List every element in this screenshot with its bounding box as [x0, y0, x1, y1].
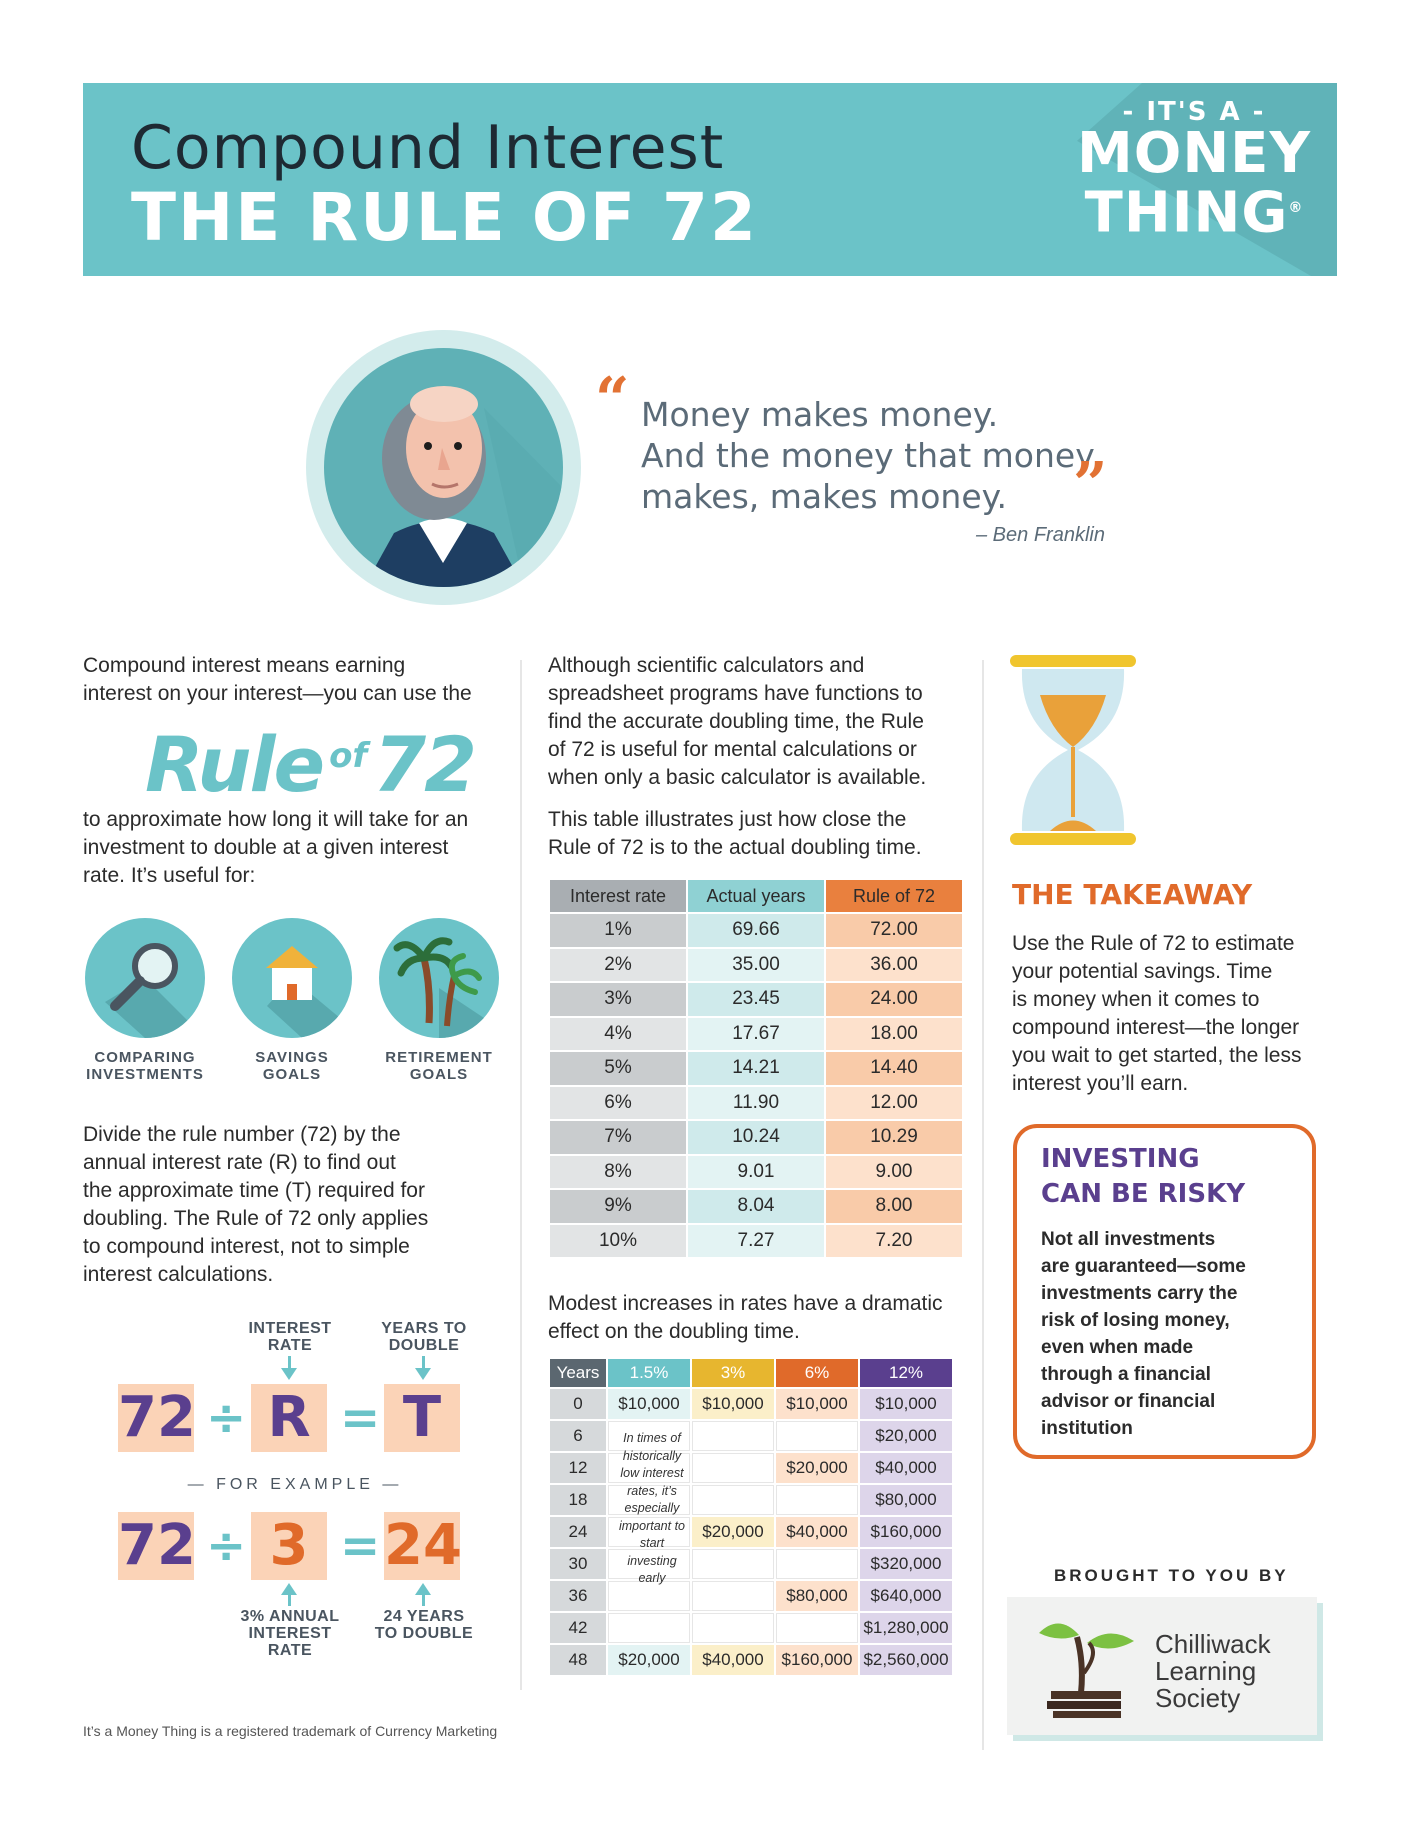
table-row — [550, 1549, 952, 1579]
approx-line-1: to approximate how long it will take for an — [83, 808, 469, 831]
quote-author: – Ben Franklin — [976, 524, 1105, 546]
table-row — [550, 1645, 952, 1675]
table-cell — [692, 1549, 774, 1579]
table-cell: $40,000 — [860, 1453, 952, 1483]
table-cell: $320,000 — [860, 1549, 952, 1579]
rule-word: Rule — [145, 720, 324, 809]
eq2-rate: 3 — [251, 1512, 327, 1580]
for-example-label: — FOR EXAMPLE — — [187, 1476, 403, 1493]
table-cell: $40,000 — [776, 1517, 858, 1547]
hourglass-icon — [1010, 655, 1136, 845]
para-line: Modest increases in rates have a dramatic — [548, 1292, 943, 1315]
table-cell: 35.00 — [688, 949, 824, 982]
table-cell — [776, 1549, 858, 1579]
table-cell: 7.20 — [826, 1225, 962, 1258]
table-cell: $160,000 — [860, 1517, 952, 1547]
risk-body — [1041, 1226, 1246, 1442]
table-cell: 7% — [550, 1121, 686, 1154]
col-header-interest-rate: Interest rate — [550, 880, 686, 912]
table-cell: 18 — [550, 1485, 606, 1515]
table-cell: 23.45 — [688, 983, 824, 1016]
divide-line: doubling. The Rule of 72 only applies — [83, 1207, 429, 1230]
interest-rate-label — [238, 1320, 342, 1354]
table-cell: 9% — [550, 1190, 686, 1223]
label-line: DOUBLE — [388, 1337, 460, 1354]
table-row — [550, 1225, 962, 1258]
takeaway-line: your potential savings. Time — [1012, 960, 1273, 983]
table-cell: $10,000 — [692, 1389, 774, 1419]
table-cell: 30 — [550, 1549, 606, 1579]
table-cell — [776, 1613, 858, 1643]
approximate-text — [83, 806, 468, 890]
brand-money: MONEY — [1076, 121, 1311, 186]
table-cell: 12 — [550, 1453, 606, 1483]
risk-title-line: INVESTING — [1041, 1144, 1200, 1174]
header-banner — [83, 83, 1337, 276]
eq2-time: 24 — [384, 1513, 462, 1578]
use-label-line: GOALS — [409, 1066, 469, 1083]
table-cell: 9.01 — [688, 1156, 824, 1189]
table-row — [550, 1389, 952, 1419]
table-cell: $10,000 — [776, 1389, 858, 1419]
table-row — [550, 1485, 952, 1515]
eq1-rule-number: 72 — [118, 1385, 196, 1450]
table-cell: $640,000 — [860, 1581, 952, 1611]
rule-vs-actual-table — [548, 878, 964, 1259]
column-divider-right — [982, 660, 984, 1750]
risk-title — [1041, 1142, 1245, 1212]
table-cell: 2% — [550, 949, 686, 982]
table-cell: 10.29 — [826, 1121, 962, 1154]
divide-line: annual interest rate (R) to find out — [83, 1151, 396, 1174]
table-cell: $80,000 — [776, 1581, 858, 1611]
table-cell — [692, 1421, 774, 1451]
divide-sign: ÷ — [206, 1390, 247, 1446]
table-cell: 24.00 — [826, 983, 962, 1016]
trademark-footer: It’s a Money Thing is a registered trademark of Currency Marketing — [83, 1723, 498, 1739]
table-cell: 24 — [550, 1517, 606, 1547]
table-row — [550, 1018, 962, 1051]
years-to-double-label — [372, 1320, 476, 1354]
table-cell: 10.24 — [688, 1121, 824, 1154]
table-cell: $2,560,000 — [860, 1645, 952, 1675]
table-cell — [692, 1485, 774, 1515]
brand-thing-text: THING — [1084, 180, 1289, 246]
para-line: spreadsheet programs have functions to — [548, 682, 923, 705]
para-line: This table illustrates just how close the — [548, 808, 907, 831]
risk-line: are guaranteed—some — [1041, 1256, 1246, 1277]
risk-line: advisor or financial — [1041, 1391, 1216, 1412]
table-cell: $80,000 — [860, 1485, 952, 1515]
quote-close-mark: ” — [1073, 450, 1108, 520]
table-cell — [692, 1581, 774, 1611]
table-row — [550, 1121, 962, 1154]
table-cell: 14.21 — [688, 1052, 824, 1085]
table-cell: 17.67 — [688, 1018, 824, 1051]
table-cell: 8.00 — [826, 1190, 962, 1223]
quote-line-1: Money makes money. — [641, 395, 999, 434]
takeaway-line: Use the Rule of 72 to estimate — [1012, 932, 1295, 955]
column-divider-left — [520, 660, 522, 1690]
comparing-investments-label — [65, 1049, 225, 1083]
takeaway-line: compound interest—the longer — [1012, 1016, 1300, 1039]
label-line: INTEREST — [248, 1625, 332, 1642]
use-label-line: INVESTMENTS — [86, 1066, 204, 1083]
table-cell: 9.00 — [826, 1156, 962, 1189]
table-cell: 8% — [550, 1156, 686, 1189]
savings-goals-label — [212, 1049, 372, 1083]
registered-mark: ® — [1288, 200, 1304, 216]
table-cell: 10% — [550, 1225, 686, 1258]
title-rule-of-72: THE RULE OF 72 — [131, 179, 758, 256]
para-line: when only a basic calculator is available. — [548, 766, 927, 789]
house-icon — [232, 918, 352, 1038]
divide-line: to compound interest, not to simple — [83, 1235, 410, 1258]
retirement-goals-icon — [379, 918, 499, 1038]
table-cell — [776, 1485, 858, 1515]
rule-of-72-wordmark — [145, 720, 475, 809]
col-header-3-percent: 3% — [692, 1359, 774, 1387]
table-row — [550, 1613, 952, 1643]
para-line: of 72 is useful for mental calculations or — [548, 738, 917, 761]
modest-increases-paragraph — [548, 1290, 943, 1346]
table-row — [550, 1453, 952, 1483]
table-row — [550, 1581, 952, 1611]
sponsor-line: Society — [1155, 1683, 1241, 1713]
use-label-line: GOALS — [262, 1066, 322, 1083]
table-cell: 7.27 — [688, 1225, 824, 1258]
table-cell: 36.00 — [826, 949, 962, 982]
use-label-line: SAVINGS — [255, 1049, 329, 1066]
col-header-1-5-percent: 1.5% — [608, 1359, 690, 1387]
para-line: effect on the doubling time. — [548, 1320, 800, 1343]
table-cell — [776, 1421, 858, 1451]
table-cell: 36 — [550, 1581, 606, 1611]
arrow-down-icon — [415, 1368, 431, 1380]
equals-sign: = — [340, 1390, 381, 1446]
investing-risky-callout — [1013, 1124, 1316, 1459]
eq2-rule-number: 72 — [118, 1513, 196, 1578]
palm-tree-icon — [379, 918, 499, 1038]
low-rates-note: In times of historically low interest rates, it’s especially important to start investing early — [618, 1431, 685, 1585]
table-row — [550, 1190, 962, 1223]
table-cell: 1% — [550, 914, 686, 947]
col-header-6-percent: 6% — [776, 1359, 858, 1387]
table-row — [550, 1156, 962, 1189]
eq1-rate: R — [251, 1384, 327, 1452]
risk-line: institution — [1041, 1418, 1133, 1439]
doubling-growth-table — [548, 1357, 954, 1677]
table-cell: $20,000 — [692, 1517, 774, 1547]
table-header-row — [550, 880, 962, 912]
equals-sign: = — [340, 1518, 381, 1574]
arrow-stem — [422, 1594, 425, 1606]
retirement-goals-label — [359, 1049, 519, 1083]
brand-thing — [1077, 180, 1311, 246]
divide-explanation — [83, 1121, 428, 1289]
calculator-paragraph — [548, 652, 926, 792]
table-cell — [692, 1613, 774, 1643]
table-cell: 14.40 — [826, 1052, 962, 1085]
table-cell: 6% — [550, 1087, 686, 1120]
risk-line: risk of losing money, — [1041, 1310, 1230, 1331]
tree-book-logo-icon — [1029, 1613, 1139, 1719]
table-cell: $20,000 — [608, 1645, 690, 1675]
label-line: 3% ANNUAL — [240, 1608, 340, 1625]
intro-text — [83, 652, 472, 708]
divide-line: the approximate time (T) required for — [83, 1179, 425, 1202]
table-cell — [608, 1613, 690, 1643]
table-cell: $20,000 — [776, 1453, 858, 1483]
arrow-down-icon — [281, 1368, 297, 1380]
years-double-example-label — [362, 1608, 486, 1642]
table-cell: 0 — [550, 1389, 606, 1419]
table-cell: 48 — [550, 1645, 606, 1675]
risk-line: through a financial — [1041, 1364, 1211, 1385]
brand-logo — [1076, 97, 1311, 246]
franklin-quote — [641, 394, 1095, 517]
brand-kicker: - IT'S A - — [1122, 97, 1266, 127]
para-line: Although scientific calculators and — [548, 654, 865, 677]
col-header-actual-years: Actual years — [688, 880, 824, 912]
table-cell: $10,000 — [608, 1389, 690, 1419]
label-line: TO DOUBLE — [374, 1625, 474, 1642]
table-cell: 12.00 — [826, 1087, 962, 1120]
intro-line-2: interest on your interest—you can use the — [83, 682, 472, 705]
para-line: find the accurate doubling time, the Rule — [548, 710, 924, 733]
table-cell: 11.90 — [688, 1087, 824, 1120]
risk-line: investments carry the — [1041, 1283, 1238, 1304]
table-cell: 42 — [550, 1613, 606, 1643]
divide-line: Divide the rule number (72) by the — [83, 1123, 401, 1146]
takeaway-line: is money when it comes to — [1012, 988, 1260, 1011]
label-line: RATE — [267, 1642, 313, 1659]
table-cell — [692, 1453, 774, 1483]
table-cell: $1,280,000 — [860, 1613, 952, 1643]
brought-to-you-by: BROUGHT TO YOU BY — [1054, 1566, 1289, 1585]
takeaway-line: interest you’ll earn. — [1012, 1072, 1189, 1095]
table-cell: $10,000 — [860, 1389, 952, 1419]
takeaway-line: you wait to get started, the less — [1012, 1044, 1302, 1067]
approx-line-2: investment to double at a given interest — [83, 836, 449, 859]
table-cell: 3% — [550, 983, 686, 1016]
risk-title-line: CAN BE RISKY — [1041, 1179, 1246, 1209]
table-row — [550, 1052, 962, 1085]
annual-rate-label — [228, 1608, 352, 1659]
magnifier-icon — [85, 918, 205, 1038]
col-header-years: Years — [550, 1359, 606, 1387]
sponsor-line: Learning — [1155, 1656, 1257, 1686]
sponsor-name — [1155, 1631, 1271, 1712]
risk-line: Not all investments — [1041, 1229, 1216, 1250]
col-header-rule-of-72: Rule of 72 — [826, 880, 962, 912]
col-header-12-percent: 12% — [860, 1359, 952, 1387]
ben-franklin-illustration-icon — [324, 348, 563, 587]
takeaway-text — [1012, 930, 1302, 1098]
label-line: YEARS TO — [381, 1320, 467, 1337]
intro-line-1: Compound interest means earning — [83, 654, 406, 677]
table-cell: 69.66 — [688, 914, 824, 947]
table-row — [550, 983, 962, 1016]
comparing-investments-icon — [85, 918, 205, 1038]
table-row — [550, 914, 962, 947]
quote-open-mark: “ — [595, 365, 630, 435]
eq1-time: T — [384, 1384, 460, 1452]
arrow-stem — [288, 1594, 291, 1606]
table-cell: 72.00 — [826, 914, 962, 947]
table-cell: 18.00 — [826, 1018, 962, 1051]
para-line: Rule of 72 is to the actual doubling time. — [548, 836, 922, 859]
sponsor-line: Chilliwack — [1155, 1629, 1271, 1659]
label-line: 24 YEARS — [383, 1608, 465, 1625]
table-row — [550, 1517, 952, 1547]
seventy-two: 72 — [373, 720, 475, 809]
table-row — [550, 949, 962, 982]
use-label-line: COMPARING — [94, 1049, 196, 1066]
table-cell: 8.04 — [688, 1190, 824, 1223]
label-line: INTEREST — [248, 1320, 332, 1337]
table-cell: 6 — [550, 1421, 606, 1451]
risk-line: even when made — [1041, 1337, 1194, 1358]
table-intro-paragraph — [548, 806, 922, 862]
table-cell: 4% — [550, 1018, 686, 1051]
use-label-line: RETIREMENT — [385, 1049, 493, 1066]
table-row — [550, 1087, 962, 1120]
table-row — [550, 1421, 952, 1451]
divide-sign: ÷ — [206, 1518, 247, 1574]
takeaway-heading: THE TAKEAWAY — [1012, 878, 1253, 911]
table-header-row — [550, 1359, 952, 1387]
sponsor-card — [1007, 1597, 1317, 1735]
ben-franklin-portrait — [306, 330, 581, 605]
table-cell: $40,000 — [692, 1645, 774, 1675]
title-compound-interest: Compound Interest — [131, 113, 725, 183]
label-line: RATE — [267, 1337, 313, 1354]
table-cell: $160,000 — [776, 1645, 858, 1675]
quote-line-2: And the money that money — [641, 436, 1095, 475]
savings-goals-icon — [232, 918, 352, 1038]
quote-line-3: makes, makes money. — [641, 477, 1007, 516]
of-word: of — [329, 736, 368, 776]
divide-line: interest calculations. — [83, 1263, 274, 1286]
table-cell: $20,000 — [860, 1421, 952, 1451]
approx-line-3: rate. It’s useful for: — [83, 864, 256, 887]
table-cell: 5% — [550, 1052, 686, 1085]
